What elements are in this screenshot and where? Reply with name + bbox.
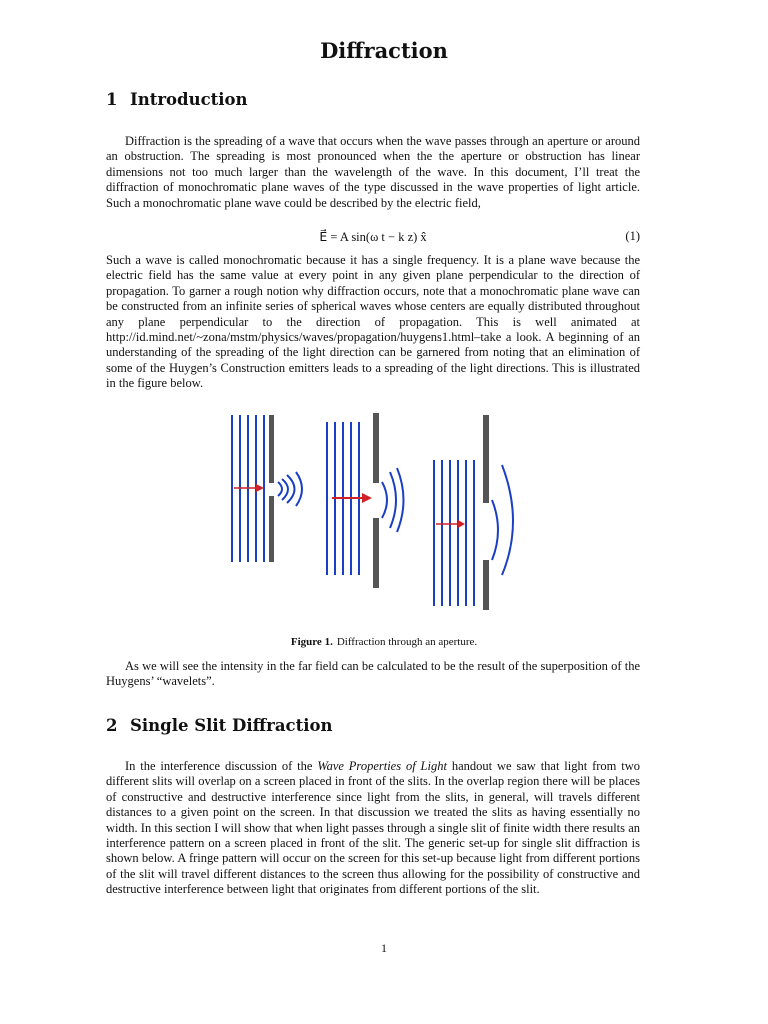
paragraph-text: handout we saw that light from two different slits will overlap on a screen placed in front of the slits. In the overlap region there will be places of constructive and destructive interference since light from the slits, in general, will travels different distances to a given point on the screen. In that discussion we treated the slits as having essentially no width. In this section I will show that when light passes through a single slit of finite width there results an interference pattern on a screen placed in front of the slit. The generic set-up for single slit diffraction is shown below. A fringe pattern will occur on the screen for this set-up because light from different portions of the slit will travel different distances to the screen thus allowing for the possibility of constructive and destructive interference between light that originates from different portions of the slit. bbox=[106, 759, 640, 897]
intro-paragraph-3: As we will see the intensity in the far field can be calculated to be the result of the superposition of the Huygens’ “wavelets”. bbox=[106, 659, 640, 689]
panel-3-barrier-top bbox=[483, 415, 489, 503]
panel-3-wavelets bbox=[492, 465, 513, 575]
section-title: Single Slit Diffraction bbox=[130, 716, 333, 735]
figure-caption-text: Diffraction through an aperture. bbox=[336, 636, 478, 648]
page-number: 1 bbox=[381, 941, 387, 955]
panel-3-wavefronts bbox=[434, 460, 474, 606]
panel-2-barrier-top bbox=[373, 413, 379, 483]
handout-title: Wave Properties of Light bbox=[317, 759, 447, 773]
panel-3-barrier-bottom bbox=[483, 560, 489, 610]
panel-2-barrier-bottom bbox=[373, 518, 379, 588]
diffraction-figure bbox=[222, 410, 532, 610]
section-heading-single-slit bbox=[106, 716, 333, 735]
panel-2-wavelets bbox=[382, 468, 404, 532]
figure-label: Figure 1. bbox=[290, 636, 333, 648]
equation-1 bbox=[106, 229, 640, 247]
single-slit-paragraph-1 bbox=[106, 759, 640, 898]
document-title: Diffraction bbox=[320, 38, 448, 63]
section-heading-introduction bbox=[106, 90, 248, 109]
section-number: 2 bbox=[106, 716, 118, 735]
panel-1-wavelets bbox=[278, 472, 302, 506]
section-title: Introduction bbox=[130, 90, 248, 109]
equation-expression: E⃗ = A sin(ω t − k z) x̂ bbox=[319, 230, 427, 244]
panel-1-barrier-top bbox=[269, 415, 274, 483]
paragraph-text: In the interference discussion of the bbox=[125, 759, 318, 773]
equation-number: (1) bbox=[625, 229, 640, 243]
intro-paragraph-1: Diffraction is the spreading of a wave that occurs when the wave passes through an aperture or around an obstruction. The spreading is most pronounced when the the aperture or obstruction has linear dimensions not too much larger than the wavelength of the wave. In this document, I’ll treat the diffraction of monochromatic plane waves of the type discussed in the wave properties of light article. Such a monochromatic plane wave could be described by the electric field, bbox=[106, 134, 640, 210]
figure-caption bbox=[0, 636, 768, 648]
section-number: 1 bbox=[106, 90, 118, 109]
intro-paragraph-2: Such a wave is called monochromatic because it has a single frequency. It is a plane wave because the electric field has the same value at every point in any given plane perpendicular to the direction of propagation. To garner a rough notion why diffraction occurs, note that a monochromatic plane wave can be constructed from an infinite series of spherical waves whose centers are equally distributed throughout any plane perpendicular to the direction of propagation. This is well animated at http://id.mind.net/~zona/mstm/physics/waves/propagation/huygens1.html–take a look. A beginning of an understanding of the spreading of the light direction can be garnered from noting that an elimination of some of the Huygen’s Construction emitters leads to a spreading of the light directions. This is illustrated in the figure below. bbox=[106, 253, 640, 391]
panel-1-barrier-bottom bbox=[269, 496, 274, 562]
